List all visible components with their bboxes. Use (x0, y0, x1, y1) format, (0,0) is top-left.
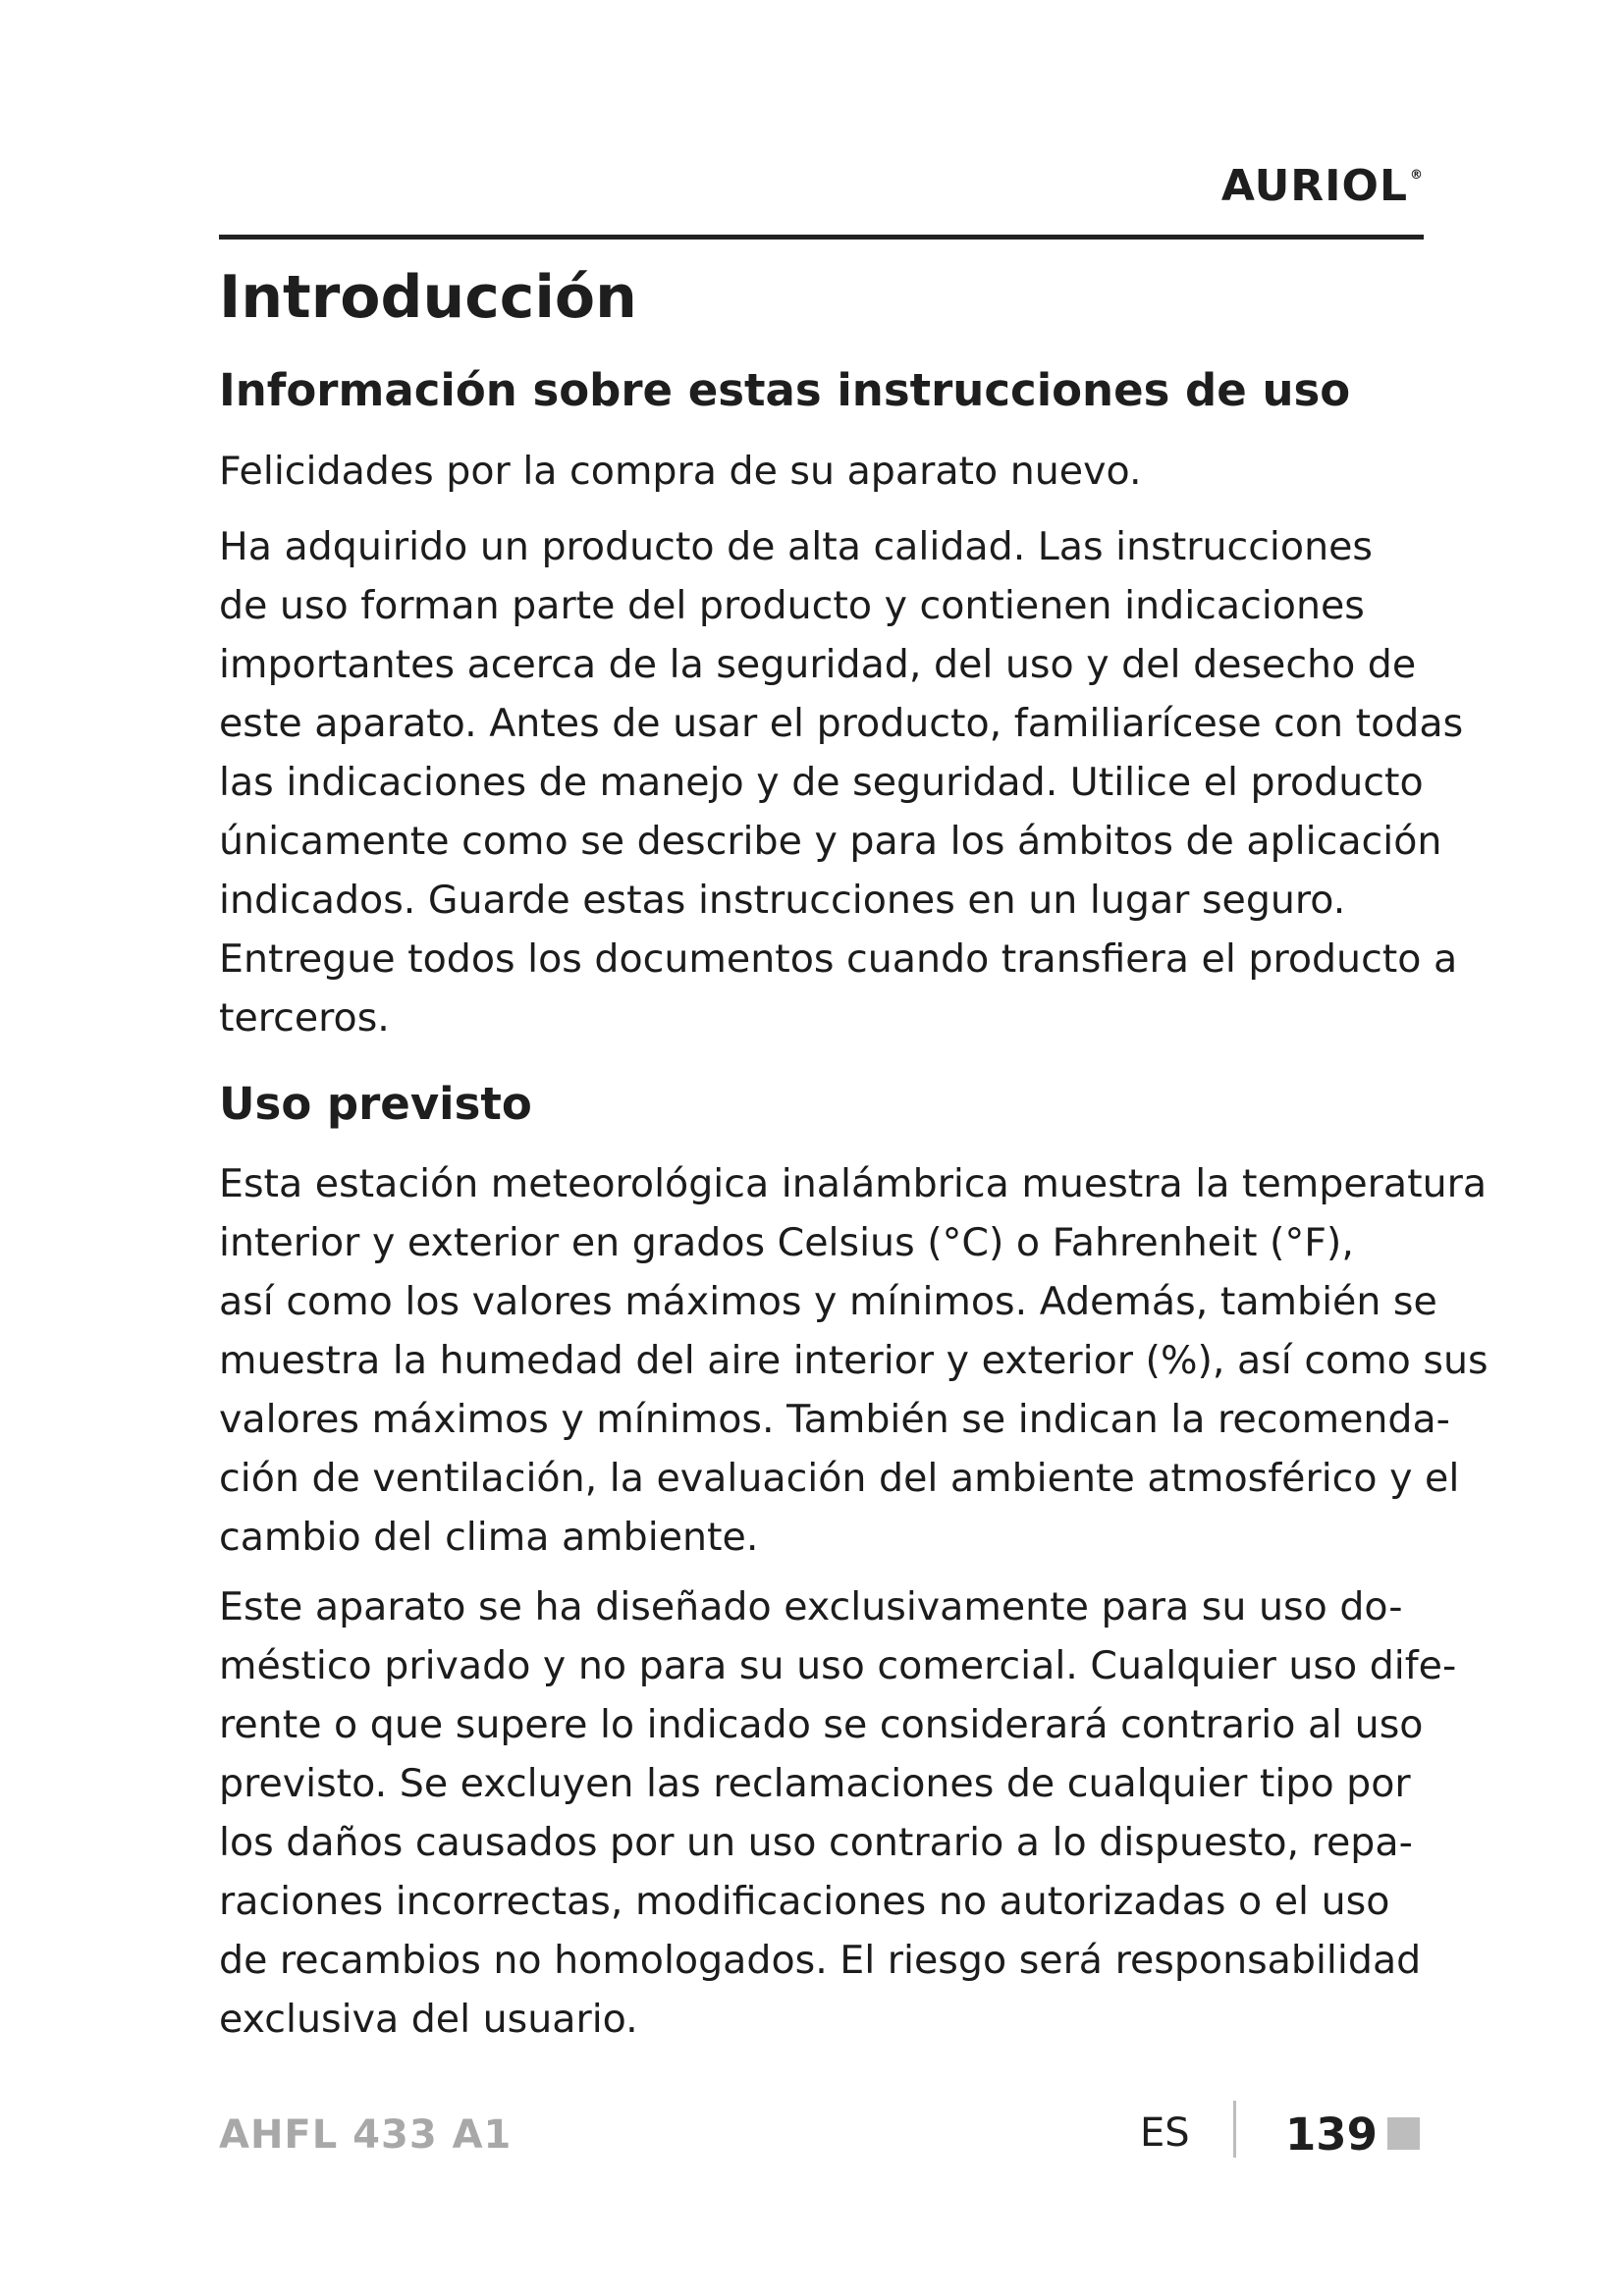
text-line: muestra la humedad del aire interior y exterior (%), así como sus (219, 1338, 1489, 1383)
section-heading-intended-use: Uso previsto (219, 1078, 532, 1130)
section-heading-info: Información sobre estas instrucciones de uso (219, 364, 1351, 416)
paragraph-usage-restrictions (219, 1577, 1457, 2049)
text-line: importantes acerca de la seguridad, del uso y del desecho de (219, 642, 1417, 687)
paragraph-congrats (219, 442, 1424, 501)
text-line: raciones incorrectas, modificaciones no autorizadas o el uso (219, 1879, 1390, 1924)
text-line: Este aparato se ha diseñado exclusivamente para su uso do- (219, 1584, 1403, 1629)
text-line: interior y exterior en grados Celsius (°C) o Fahrenheit (°F), (219, 1220, 1354, 1265)
footer-page-number: 139 (1285, 2109, 1378, 2161)
text-line: así como los valores máximos y mínimos. Además, también se (219, 1279, 1437, 1324)
text-line: Esta estación meteorológica inalámbrica muestra la temperatura (219, 1161, 1488, 1206)
brand-logo (1220, 161, 1424, 211)
text-line: los daños causados por un uso contrario a lo dispuesto, repa- (219, 1820, 1413, 1865)
text-line: Felicidades por la compra de su aparato nuevo. (219, 449, 1142, 494)
text-line: ción de ventilación, la evaluación del ambiente atmosférico y el (219, 1456, 1460, 1501)
text-line: Entregue todos los documentos cuando transfiera el producto a (219, 936, 1458, 982)
text-line: indicados. Guarde estas instrucciones en un lugar seguro. (219, 878, 1346, 923)
text-line: las indicaciones de manejo y de seguridad. Utilice el producto (219, 760, 1424, 805)
text-line: este aparato. Antes de usar el producto, familiarícese con todas (219, 701, 1464, 746)
text-line: méstico privado y no para su uso comercial. Cualquier uso dife- (219, 1643, 1457, 1688)
text-line: rente o que supere lo indicado se considerará contrario al uso (219, 1702, 1424, 1747)
footer-divider (1233, 2101, 1236, 2158)
paragraph-instructions (219, 517, 1464, 1047)
registered-mark: ® (1410, 168, 1424, 183)
text-line: cambio del clima ambiente. (219, 1515, 759, 1560)
text-line: valores máximos y mínimos. También se indican la recomenda- (219, 1397, 1450, 1442)
brand-name: AURIOL (1220, 161, 1408, 211)
footer-model-number: AHFL 433 A1 (219, 2112, 513, 2158)
text-line: exclusiva del usuario. (219, 1997, 638, 2042)
paragraph-description (219, 1154, 1489, 1567)
header-rule (219, 235, 1424, 240)
page-title: Introducción (219, 263, 637, 332)
text-line: de recambios no homologados. El riesgo será responsabilidad (219, 1938, 1422, 1983)
text-line: previsto. Se excluyen las reclamaciones de cualquier tipo por (219, 1761, 1411, 1806)
text-line: de uso forman parte del producto y contienen indicaciones (219, 583, 1365, 628)
text-line: Ha adquirido un producto de alta calidad. Las instrucciones (219, 524, 1373, 569)
text-line: terceros. (219, 995, 390, 1041)
text-line: únicamente como se describe y para los ámbitos de aplicación (219, 819, 1442, 864)
manual-page (219, 0, 1489, 2296)
footer-language-code: ES (1140, 2110, 1190, 2156)
footer-square-marker (1387, 2117, 1420, 2150)
